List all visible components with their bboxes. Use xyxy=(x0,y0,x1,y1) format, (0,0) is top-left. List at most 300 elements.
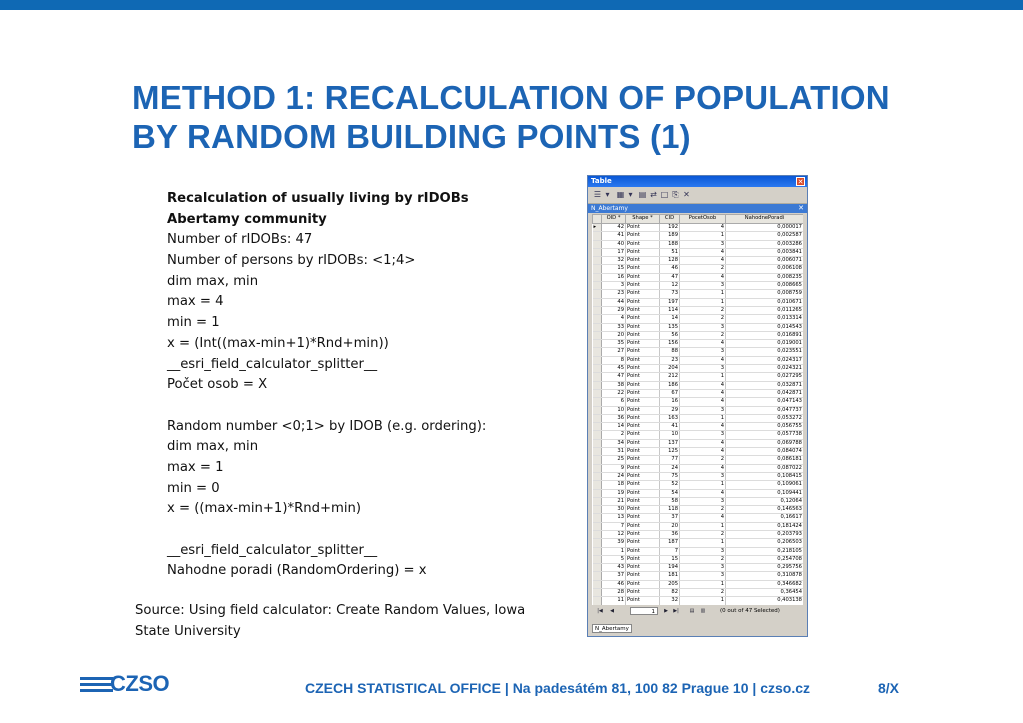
cell-cid: 192 xyxy=(660,224,680,232)
row-selector[interactable] xyxy=(593,456,602,464)
cell-pocetosob: 1 xyxy=(680,232,726,240)
cell-nahodneporadi: 0,109441 xyxy=(726,489,804,497)
cell-oid: 29 xyxy=(602,306,626,314)
copy-icon[interactable]: ⎘ xyxy=(672,190,679,199)
cell-shape: Point xyxy=(626,564,660,572)
cell-oid: 35 xyxy=(602,340,626,348)
row-selector[interactable] xyxy=(593,414,602,422)
cell-pocetosob: 1 xyxy=(680,539,726,547)
table-row[interactable] xyxy=(593,547,804,555)
cell-cid: 82 xyxy=(660,589,680,597)
body-line: Nahodne poradi (RandomOrdering) = x xyxy=(167,563,427,579)
row-selector[interactable] xyxy=(593,298,602,306)
row-selector[interactable] xyxy=(593,315,602,323)
cell-shape: Point xyxy=(626,414,660,422)
row-selector[interactable] xyxy=(593,547,602,555)
cell-oid: 28 xyxy=(602,589,626,597)
table-toolbar xyxy=(588,187,807,204)
cell-cid: 14 xyxy=(660,315,680,323)
cell-nahodneporadi: 0,027295 xyxy=(726,373,804,381)
cell-pocetosob: 4 xyxy=(680,423,726,431)
cell-cid: 156 xyxy=(660,340,680,348)
select-by-attributes-icon[interactable]: ▤ xyxy=(638,190,647,199)
cell-oid: 16 xyxy=(602,273,626,281)
cell-oid: 31 xyxy=(602,448,626,456)
cell-shape: Point xyxy=(626,539,660,547)
row-selector[interactable] xyxy=(593,232,602,240)
table-row[interactable] xyxy=(593,423,804,431)
table-row[interactable] xyxy=(593,290,804,298)
cell-nahodneporadi: 0,403138 xyxy=(726,597,804,605)
cell-nahodneporadi: 0,003286 xyxy=(726,240,804,248)
row-selector[interactable] xyxy=(593,240,602,248)
cell-nahodneporadi: 0,047737 xyxy=(726,406,804,414)
cell-cid: 128 xyxy=(660,257,680,265)
table-row[interactable] xyxy=(593,406,804,414)
row-selector[interactable]: ▸ xyxy=(593,224,602,232)
row-selector[interactable] xyxy=(593,406,602,414)
cell-cid: 37 xyxy=(660,514,680,522)
cell-oid: 17 xyxy=(602,248,626,256)
table-row[interactable] xyxy=(593,273,804,281)
cell-shape: Point xyxy=(626,572,660,580)
cell-shape: Point xyxy=(626,530,660,538)
cell-oid: 27 xyxy=(602,348,626,356)
tab-close-icon[interactable]: ✕ xyxy=(798,204,804,212)
cell-pocetosob: 3 xyxy=(680,564,726,572)
cell-cid: 52 xyxy=(660,481,680,489)
cell-shape: Point xyxy=(626,265,660,273)
cell-nahodneporadi: 0,087022 xyxy=(726,464,804,472)
table-options-icon[interactable]: ☰ xyxy=(593,190,602,199)
body-line: dim max, min xyxy=(167,439,259,455)
row-selector[interactable] xyxy=(593,431,602,439)
row-selector[interactable] xyxy=(593,265,602,273)
cell-pocetosob: 3 xyxy=(680,406,726,414)
row-selector[interactable] xyxy=(593,340,602,348)
row-selector[interactable] xyxy=(593,381,602,389)
cell-oid: 20 xyxy=(602,331,626,339)
cell-cid: 67 xyxy=(660,389,680,397)
cell-pocetosob: 1 xyxy=(680,298,726,306)
body-line: dim max, min xyxy=(167,273,259,289)
cell-pocetosob: 2 xyxy=(680,555,726,563)
cell-nahodneporadi: 0,057738 xyxy=(726,431,804,439)
cell-pocetosob: 2 xyxy=(680,530,726,538)
row-selector[interactable] xyxy=(593,373,602,381)
row-selector[interactable] xyxy=(593,331,602,339)
cell-nahodneporadi: 0,024321 xyxy=(726,365,804,373)
row-selector[interactable] xyxy=(593,497,602,505)
attribute-table-window[interactable] xyxy=(587,175,808,637)
table-row[interactable] xyxy=(593,373,804,381)
cell-nahodneporadi: 0,000017 xyxy=(726,224,804,232)
clear-selection-icon[interactable]: □ xyxy=(660,190,669,199)
row-selector[interactable] xyxy=(593,472,602,480)
cell-oid: 46 xyxy=(602,580,626,588)
cell-pocetosob: 4 xyxy=(680,257,726,265)
cell-nahodneporadi: 0,069788 xyxy=(726,439,804,447)
body-spacer xyxy=(167,520,577,541)
body-text xyxy=(167,189,577,582)
row-selector[interactable] xyxy=(593,481,602,489)
row-selector[interactable] xyxy=(593,248,602,256)
row-selector[interactable] xyxy=(593,589,602,597)
cell-nahodneporadi: 0,011265 xyxy=(726,306,804,314)
cell-pocetosob: 3 xyxy=(680,323,726,331)
first-record-icon[interactable]: |◀ xyxy=(597,608,603,614)
dropdown-arrow-icon[interactable]: ▾ xyxy=(628,190,633,199)
selection-status: (0 out of 47 Selected) xyxy=(720,608,780,614)
row-selector[interactable] xyxy=(593,439,602,447)
source-line-1: Source: Using field calculator: Create Random Values, Iowa xyxy=(135,603,526,618)
body-line: max = 1 xyxy=(167,459,224,475)
body-line: min = 0 xyxy=(167,480,220,496)
cell-shape: Point xyxy=(626,472,660,480)
table-row[interactable] xyxy=(593,564,804,572)
cell-nahodneporadi: 0,047143 xyxy=(726,398,804,406)
table-row[interactable] xyxy=(593,248,804,256)
cell-cid: 205 xyxy=(660,580,680,588)
column-header-cid[interactable]: CID xyxy=(660,215,680,224)
cell-shape: Point xyxy=(626,489,660,497)
cell-cid: 56 xyxy=(660,331,680,339)
table-row[interactable] xyxy=(593,265,804,273)
cell-nahodneporadi: 0,013314 xyxy=(726,315,804,323)
cell-shape: Point xyxy=(626,423,660,431)
row-selector[interactable] xyxy=(593,290,602,298)
cell-oid: 42 xyxy=(602,224,626,232)
cell-oid: 22 xyxy=(602,389,626,397)
row-selector[interactable] xyxy=(593,423,602,431)
cell-pocetosob: 4 xyxy=(680,439,726,447)
cell-nahodneporadi: 0,254708 xyxy=(726,555,804,563)
row-selector[interactable] xyxy=(593,398,602,406)
row-selector[interactable] xyxy=(593,555,602,563)
bottom-table-tab[interactable]: N_Abertamy xyxy=(592,624,632,633)
cell-nahodneporadi: 0,056755 xyxy=(726,423,804,431)
czso-logo xyxy=(80,671,190,697)
row-selector[interactable] xyxy=(593,530,602,538)
cell-oid: 38 xyxy=(602,381,626,389)
cell-oid: 3 xyxy=(602,282,626,290)
delete-icon[interactable]: ✕ xyxy=(683,190,690,199)
body-line: __esri_field_calculator_splitter__ xyxy=(167,356,378,372)
body-line: min = 1 xyxy=(167,315,220,331)
show-all-records-icon[interactable]: ▤ xyxy=(689,608,695,614)
cell-oid: 8 xyxy=(602,356,626,364)
table-row[interactable] xyxy=(593,323,804,331)
table-row[interactable] xyxy=(593,439,804,447)
table-tab[interactable] xyxy=(588,204,807,213)
cell-nahodneporadi: 0,203793 xyxy=(726,530,804,538)
cell-pocetosob: 4 xyxy=(680,356,726,364)
cell-nahodneporadi: 0,346682 xyxy=(726,580,804,588)
table-tab-label: N_Abertamy xyxy=(591,205,628,212)
cell-nahodneporadi: 0,003841 xyxy=(726,248,804,256)
table-row[interactable] xyxy=(593,597,804,605)
cell-oid: 18 xyxy=(602,481,626,489)
cell-shape: Point xyxy=(626,589,660,597)
table-row[interactable] xyxy=(593,348,804,356)
dropdown-arrow-icon[interactable]: ▾ xyxy=(605,190,610,199)
cell-pocetosob: 3 xyxy=(680,282,726,290)
table-row[interactable] xyxy=(593,356,804,364)
cell-nahodneporadi: 0,206503 xyxy=(726,539,804,547)
cell-pocetosob: 1 xyxy=(680,290,726,298)
table-row[interactable] xyxy=(593,448,804,456)
attribute-grid[interactable] xyxy=(592,214,803,605)
cell-shape: Point xyxy=(626,356,660,364)
cell-pocetosob: 3 xyxy=(680,240,726,248)
table-row[interactable] xyxy=(593,489,804,497)
table-row[interactable] xyxy=(593,522,804,530)
table-row[interactable] xyxy=(593,315,804,323)
table-row[interactable] xyxy=(593,431,804,439)
cell-shape: Point xyxy=(626,389,660,397)
table-row[interactable] xyxy=(593,240,804,248)
cell-shape: Point xyxy=(626,282,660,290)
table-row[interactable] xyxy=(593,572,804,580)
cell-shape: Point xyxy=(626,555,660,563)
row-selector[interactable] xyxy=(593,506,602,514)
cell-shape: Point xyxy=(626,497,660,505)
cell-oid: 2 xyxy=(602,431,626,439)
table-navigation-bar xyxy=(592,605,803,618)
cell-oid: 36 xyxy=(602,414,626,422)
cell-pocetosob: 1 xyxy=(680,481,726,489)
body-heading-2: Abertamy community xyxy=(167,211,327,227)
cell-shape: Point xyxy=(626,298,660,306)
cell-pocetosob: 3 xyxy=(680,572,726,580)
table-row[interactable] xyxy=(593,224,804,232)
cell-oid: 21 xyxy=(602,497,626,505)
row-selector[interactable] xyxy=(593,389,602,397)
row-selector[interactable] xyxy=(593,514,602,522)
cell-oid: 24 xyxy=(602,472,626,480)
cell-cid: 15 xyxy=(660,555,680,563)
cell-pocetosob: 3 xyxy=(680,472,726,480)
body-line: max = 4 xyxy=(167,294,224,310)
next-record-icon[interactable]: ▶ xyxy=(664,608,668,614)
body-line: __esri_field_calculator_splitter__ xyxy=(167,542,378,558)
table-row[interactable] xyxy=(593,530,804,538)
column-header-pocetosob[interactable]: PocetOsob xyxy=(680,215,726,224)
table-row[interactable] xyxy=(593,282,804,290)
cell-shape: Point xyxy=(626,406,660,414)
cell-shape: Point xyxy=(626,331,660,339)
row-selector[interactable] xyxy=(593,597,602,605)
cell-shape: Point xyxy=(626,597,660,605)
cell-oid: 41 xyxy=(602,232,626,240)
table-row[interactable] xyxy=(593,539,804,547)
cell-shape: Point xyxy=(626,323,660,331)
cell-pocetosob: 4 xyxy=(680,389,726,397)
record-number-input[interactable]: 1 xyxy=(630,607,658,615)
table-row[interactable] xyxy=(593,398,804,406)
cell-oid: 13 xyxy=(602,514,626,522)
table-row[interactable] xyxy=(593,514,804,522)
cell-nahodneporadi: 0,218105 xyxy=(726,547,804,555)
cell-cid: 47 xyxy=(660,273,680,281)
body-line: Number of rIDOBs: 47 xyxy=(167,232,313,248)
row-selector[interactable] xyxy=(593,522,602,530)
row-selector[interactable] xyxy=(593,489,602,497)
table-row[interactable] xyxy=(593,340,804,348)
row-selector[interactable] xyxy=(593,282,602,290)
cell-shape: Point xyxy=(626,448,660,456)
table-row[interactable] xyxy=(593,381,804,389)
table-row[interactable] xyxy=(593,555,804,563)
cell-cid: 189 xyxy=(660,232,680,240)
cell-cid: 114 xyxy=(660,306,680,314)
cell-oid: 23 xyxy=(602,290,626,298)
cell-nahodneporadi: 0,042871 xyxy=(726,389,804,397)
cell-oid: 32 xyxy=(602,257,626,265)
table-row[interactable] xyxy=(593,298,804,306)
row-selector-header xyxy=(593,215,602,224)
cell-nahodneporadi: 0,36454 xyxy=(726,589,804,597)
top-accent-bar xyxy=(0,0,1023,10)
column-header-oid[interactable]: OID * xyxy=(602,215,626,224)
row-selector[interactable] xyxy=(593,580,602,588)
cell-nahodneporadi: 0,16617 xyxy=(726,514,804,522)
table-row[interactable] xyxy=(593,497,804,505)
cell-oid: 25 xyxy=(602,456,626,464)
cell-pocetosob: 4 xyxy=(680,448,726,456)
cell-shape: Point xyxy=(626,290,660,298)
cell-pocetosob: 4 xyxy=(680,273,726,281)
show-selected-records-icon[interactable]: ▥ xyxy=(700,608,706,614)
cell-cid: 29 xyxy=(660,406,680,414)
table-row[interactable] xyxy=(593,481,804,489)
related-tables-icon[interactable]: ▦ xyxy=(616,190,625,199)
switch-selection-icon[interactable]: ⇄ xyxy=(650,190,657,199)
window-titlebar[interactable] xyxy=(588,176,807,187)
cell-shape: Point xyxy=(626,580,660,588)
cell-oid: 44 xyxy=(602,298,626,306)
row-selector[interactable] xyxy=(593,539,602,547)
table-row[interactable] xyxy=(593,464,804,472)
cell-pocetosob: 3 xyxy=(680,348,726,356)
cell-cid: 32 xyxy=(660,597,680,605)
row-selector[interactable] xyxy=(593,306,602,314)
cell-nahodneporadi: 0,019001 xyxy=(726,340,804,348)
table-row[interactable] xyxy=(593,389,804,397)
cell-cid: 212 xyxy=(660,373,680,381)
cell-pocetosob: 3 xyxy=(680,497,726,505)
cell-nahodneporadi: 0,109061 xyxy=(726,481,804,489)
cell-shape: Point xyxy=(626,439,660,447)
source-line-2: State University xyxy=(135,624,241,639)
cell-nahodneporadi: 0,024317 xyxy=(726,356,804,364)
cell-cid: 10 xyxy=(660,431,680,439)
cell-shape: Point xyxy=(626,232,660,240)
table-row[interactable] xyxy=(593,456,804,464)
cell-nahodneporadi: 0,023551 xyxy=(726,348,804,356)
row-selector[interactable] xyxy=(593,273,602,281)
cell-cid: 163 xyxy=(660,414,680,422)
cell-oid: 43 xyxy=(602,564,626,572)
body-line: x = (Int((max-min+1)*Rnd+min)) xyxy=(167,335,389,351)
row-selector[interactable] xyxy=(593,356,602,364)
table-row[interactable] xyxy=(593,365,804,373)
cell-nahodneporadi: 0,008235 xyxy=(726,273,804,281)
table-row[interactable] xyxy=(593,506,804,514)
cell-cid: 181 xyxy=(660,572,680,580)
cell-oid: 12 xyxy=(602,530,626,538)
table-row[interactable] xyxy=(593,331,804,339)
close-icon[interactable]: ✕ xyxy=(797,178,804,186)
row-selector[interactable] xyxy=(593,564,602,572)
row-selector[interactable] xyxy=(593,257,602,265)
cell-pocetosob: 4 xyxy=(680,464,726,472)
row-selector[interactable] xyxy=(593,365,602,373)
table-row[interactable] xyxy=(593,257,804,265)
cell-nahodneporadi: 0,146563 xyxy=(726,506,804,514)
cell-nahodneporadi: 0,084074 xyxy=(726,448,804,456)
body-spacer xyxy=(167,396,577,417)
cell-shape: Point xyxy=(626,306,660,314)
cell-oid: 47 xyxy=(602,373,626,381)
table-row[interactable] xyxy=(593,232,804,240)
table-row[interactable] xyxy=(593,414,804,422)
cell-shape: Point xyxy=(626,315,660,323)
cell-nahodneporadi: 0,014543 xyxy=(726,323,804,331)
cell-cid: 188 xyxy=(660,240,680,248)
cell-oid: 9 xyxy=(602,464,626,472)
table-row[interactable] xyxy=(593,589,804,597)
cell-shape: Point xyxy=(626,514,660,522)
cell-cid: 125 xyxy=(660,448,680,456)
cell-cid: 75 xyxy=(660,472,680,480)
cell-oid: 37 xyxy=(602,572,626,580)
row-selector[interactable] xyxy=(593,323,602,331)
column-header-shape[interactable]: Shape * xyxy=(626,215,660,224)
cell-shape: Point xyxy=(626,248,660,256)
cell-cid: 204 xyxy=(660,365,680,373)
cell-cid: 7 xyxy=(660,547,680,555)
cell-pocetosob: 3 xyxy=(680,547,726,555)
body-line: x = ((max-min+1)*Rnd+min) xyxy=(167,501,362,517)
cell-nahodneporadi: 0,016891 xyxy=(726,331,804,339)
cell-cid: 73 xyxy=(660,290,680,298)
table-row[interactable] xyxy=(593,580,804,588)
row-selector[interactable] xyxy=(593,448,602,456)
previous-record-icon[interactable]: ◀ xyxy=(610,608,614,614)
row-selector[interactable] xyxy=(593,464,602,472)
cell-cid: 186 xyxy=(660,381,680,389)
cell-shape: Point xyxy=(626,273,660,281)
cell-oid: 14 xyxy=(602,423,626,431)
cell-shape: Point xyxy=(626,506,660,514)
footer-text: CZECH STATISTICAL OFFICE | Na padesátém 81, 100 82 Prague 10 | czso.cz xyxy=(305,680,810,696)
table-row[interactable] xyxy=(593,306,804,314)
cell-nahodneporadi: 0,008759 xyxy=(726,290,804,298)
body-line: Počet osob = X xyxy=(167,377,268,393)
column-header-nahodneporadi[interactable]: NahodnePoradi xyxy=(726,215,804,224)
row-selector[interactable] xyxy=(593,572,602,580)
row-selector[interactable] xyxy=(593,348,602,356)
cell-pocetosob: 4 xyxy=(680,489,726,497)
cell-nahodneporadi: 0,002587 xyxy=(726,232,804,240)
table-row[interactable] xyxy=(593,472,804,480)
cell-shape: Point xyxy=(626,373,660,381)
cell-pocetosob: 2 xyxy=(680,331,726,339)
cell-shape: Point xyxy=(626,381,660,389)
last-record-icon[interactable]: ▶| xyxy=(673,608,679,614)
page-number: 8/X xyxy=(878,680,900,696)
